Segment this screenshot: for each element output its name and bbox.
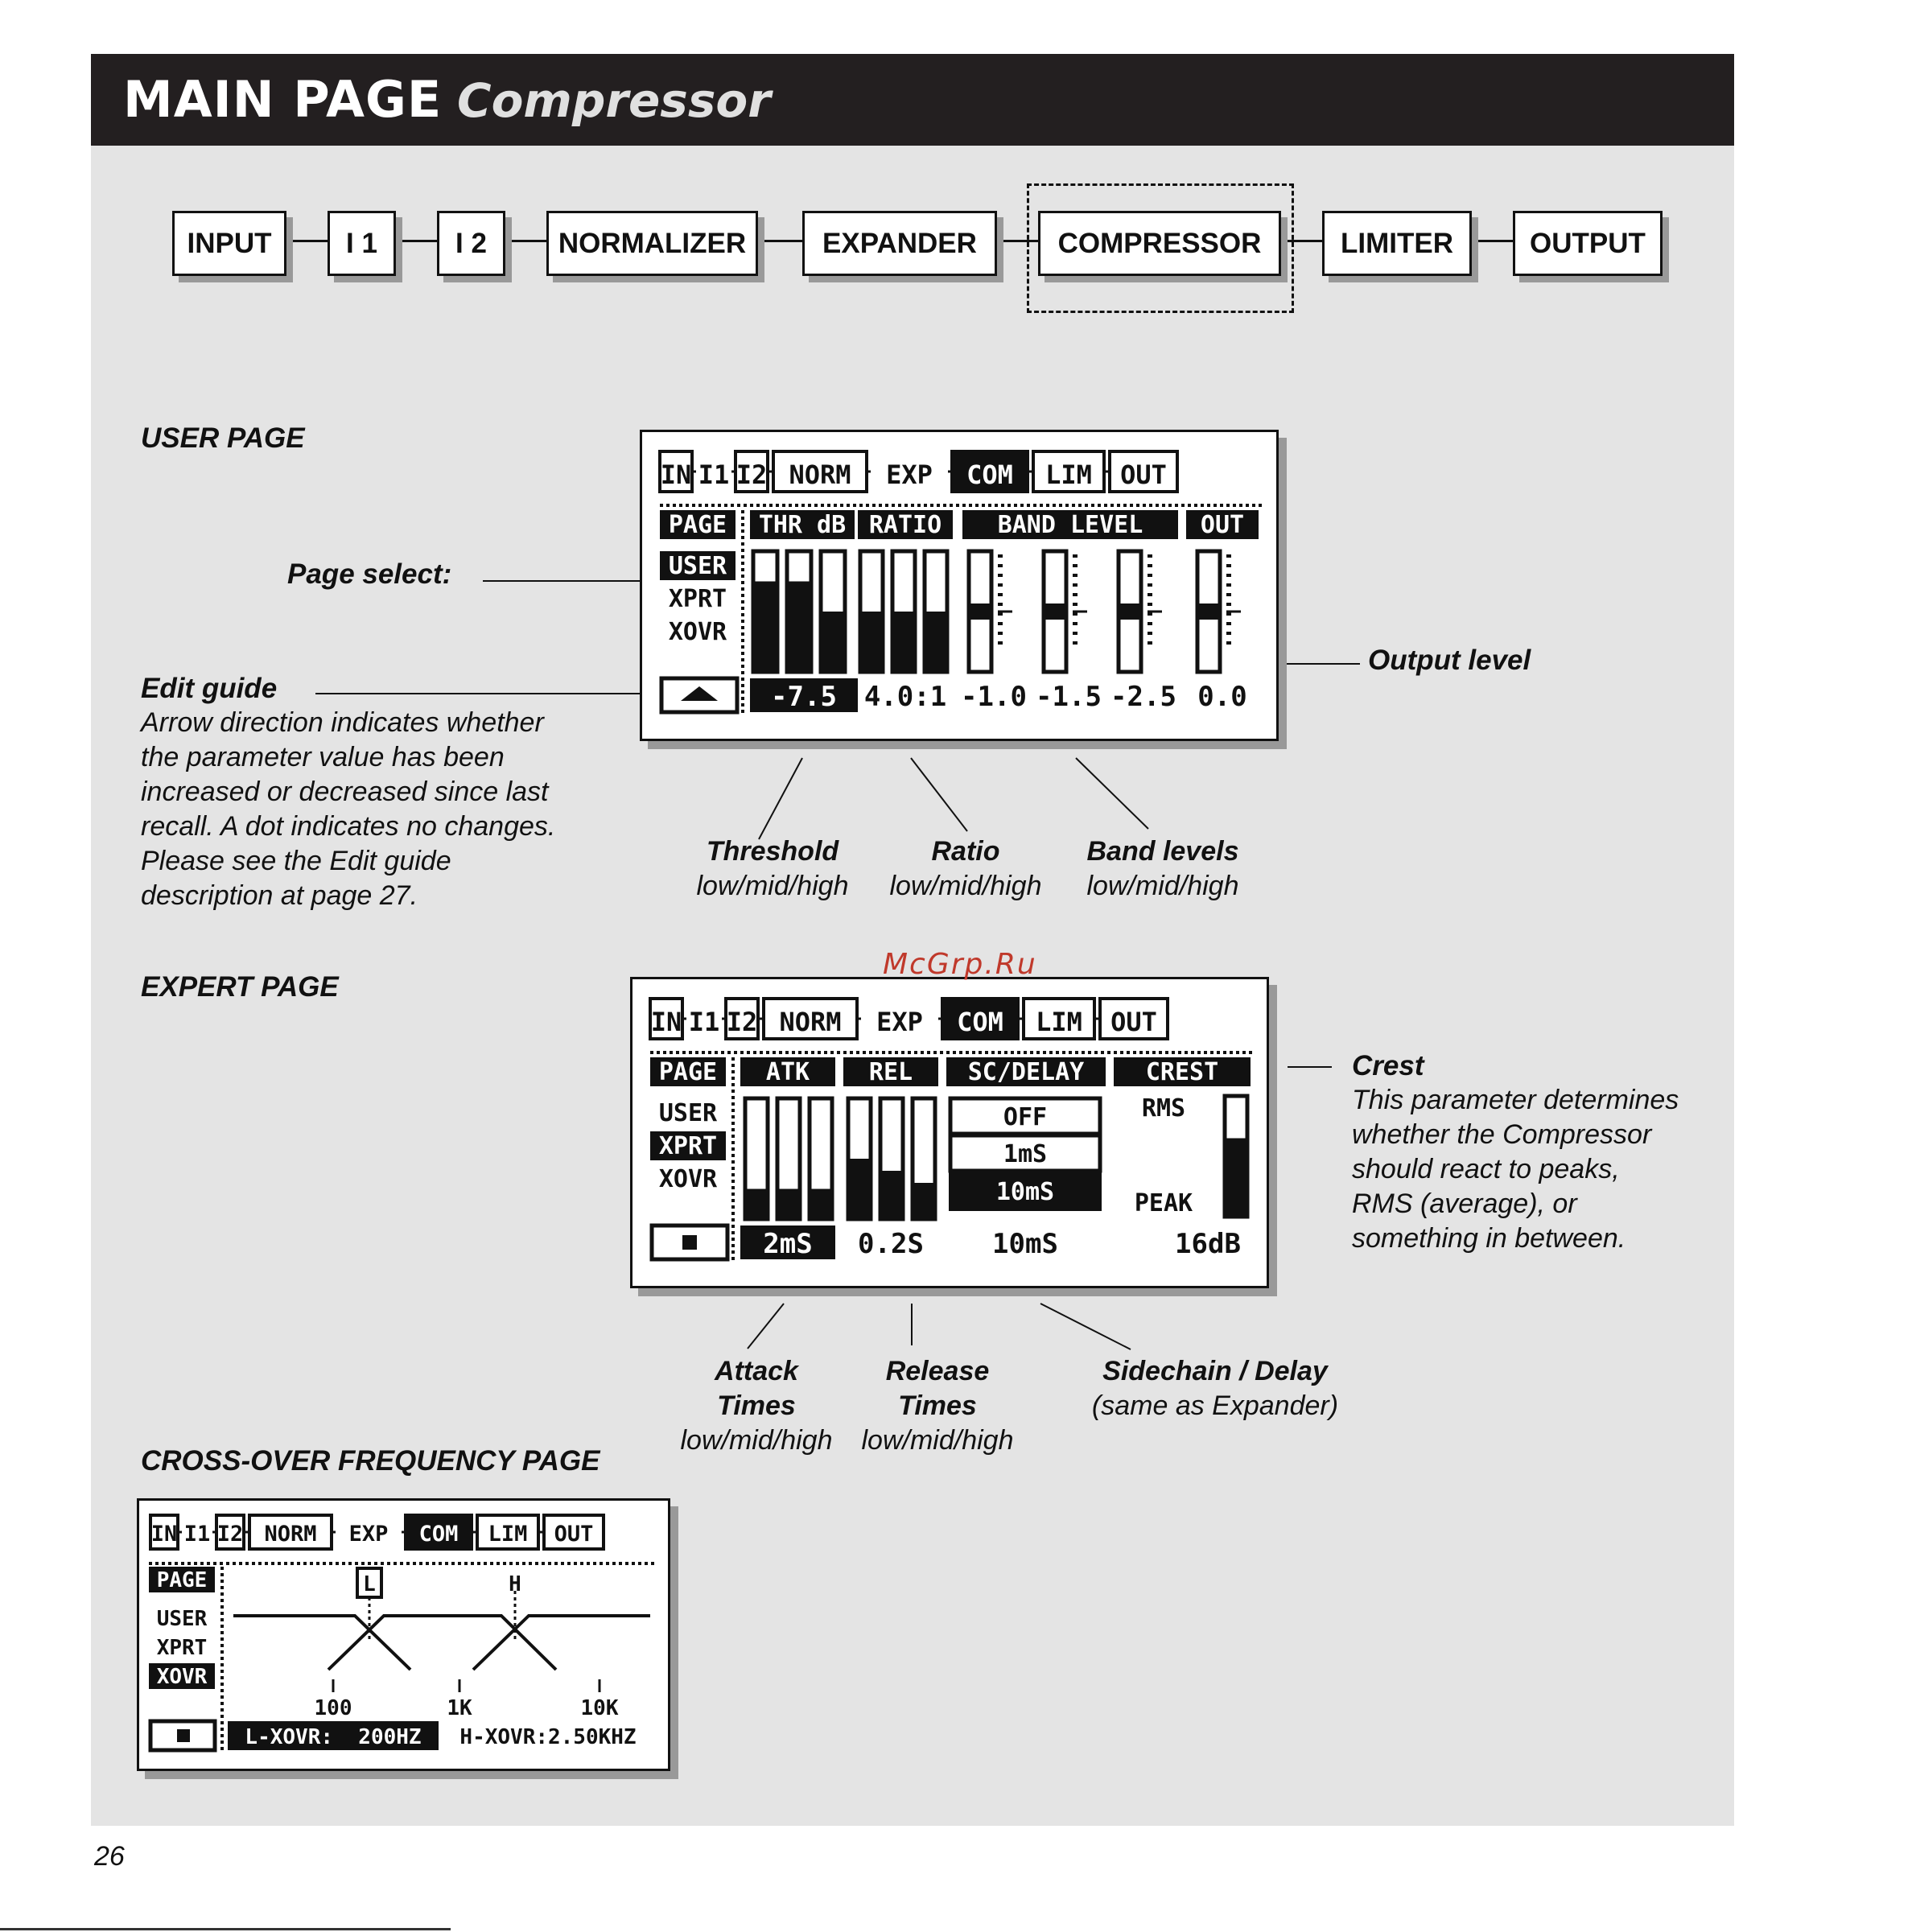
output-level-bar-scale-tick [1226,554,1231,558]
output-level-bar-scale-tick [1226,574,1231,577]
lcd-tab-i2: I2 [726,1007,758,1037]
expert-lcd-screen [632,979,1267,1286]
sc-option-off: OFF [1003,1103,1048,1131]
edit-guide-line: the parameter value has been [141,742,505,772]
ratio-bar-1-fill [892,612,915,672]
xover-page-lcd [137,1498,670,1771]
band-level-bar-1-scale-tick [1073,554,1077,558]
release-bar-0-fill [848,1159,871,1219]
lcd-tab-i2: I2 [216,1522,244,1547]
lcd-tab-com: COM [418,1522,459,1547]
user-page-lcd [640,430,1279,741]
expert-lcd-value-atk: 2mS [763,1228,813,1260]
sidechain-caption-sub: (same as Expander) [1091,1390,1339,1421]
band-level-bar-2-scale-tick [1148,583,1152,587]
user-lcd-page-xovr: XOVR [668,618,727,646]
band-level-bar-2-scale-tick [1148,593,1152,596]
expert-lcd-tab-row [650,997,1168,1040]
l-xovr-value: L-XOVR: 200HZ [245,1725,422,1749]
edit-guide-line: Arrow direction indicates whether [141,707,544,738]
lcd-tab-com: COM [966,459,1013,490]
expert-lcd-header-rel: REL [868,1058,913,1086]
band-level-bar-1-scale-tick [1073,574,1077,577]
attack-caption-sub: low/mid/high [680,1425,833,1456]
threshold-bar-1-fill [787,582,811,673]
expert-lcd-page-user: USER [658,1099,718,1127]
band-level-bar-0-scale-tick [998,632,1003,635]
attack-caption-title-2: Times [717,1390,796,1421]
expert-lcd-header-crest: CREST [1145,1058,1219,1086]
band-level-bar-2-marker [1119,603,1141,620]
user-lcd-value-out: 0.0 [1197,681,1247,713]
crest-note-title: Crest [1352,1050,1424,1081]
band-level-bar-1-scale-tick [1073,603,1077,606]
output-level-bar-scale-tick [1226,593,1231,596]
band-level-bar-1-scale-tick [1073,612,1077,616]
xover-lcd-page-xovr: XOVR [156,1665,208,1689]
crossover-curves [233,1616,650,1670]
edit-guide-line: increased or decreased since last [141,777,549,807]
expert-lcd-page-xovr: XOVR [658,1165,718,1193]
freq-label-10k: 10K [580,1696,619,1720]
threshold-bar-0-fill [753,582,777,673]
band-levels-leader [1076,758,1148,829]
threshold-caption-sub: low/mid/high [696,871,849,901]
user-lcd-value-band-mid: -1.5 [1036,681,1102,713]
high-marker-label: H [509,1572,521,1596]
output-level-bar-scale-tick [1226,583,1231,587]
lcd-tab-i1: I1 [698,459,730,490]
output-level-label: Output level [1368,645,1531,676]
user-lcd-header-band-level: BAND LEVEL [997,511,1143,539]
user-lcd-value-ratio: 4.0:1 [863,681,947,713]
sidechain-leader [1040,1304,1131,1349]
user-lcd-value-band-low: -1.0 [961,681,1027,713]
band-levels-caption-title: Band levels [1086,836,1239,867]
freq-label-100: 100 [314,1696,352,1720]
chain-block-compressor[interactable]: COMPRESSOR [1038,211,1281,276]
lcd-tab-in: IN [650,1007,682,1037]
threshold-leader [759,758,802,839]
edit-guide-line: description at page 27. [141,880,418,911]
high-band-curve [473,1616,650,1670]
band-level-bar-1-scale-tick [1073,641,1077,645]
chain-block-i2[interactable]: I 2 [437,211,505,276]
expert-lcd-page-xprt: XPRT [658,1132,718,1160]
threshold-caption-title: Threshold [706,836,839,867]
crest-peak-label: PEAK [1134,1189,1193,1217]
lcd-tab-in: IN [660,459,692,490]
lcd-tab-exp: EXP [348,1522,389,1547]
band-level-bar-0-scale-tick [998,574,1003,577]
output-level-bar-scale-tick [1226,564,1231,567]
sc-option-10ms: 10mS [995,1178,1055,1206]
lcd-tab-lim: LIM [1045,459,1092,490]
lcd-tab-i2: I2 [735,459,768,490]
lcd-tab-com: COM [957,1007,1003,1037]
band-level-bar-0-marker [969,603,991,620]
band-level-bar-2-scale-tick [1148,641,1152,645]
lcd-tab-out: OUT [554,1522,594,1547]
user-lcd-screen [642,432,1276,739]
user-lcd-bars [753,551,1241,672]
xover-lcd-page-user: USER [156,1607,208,1631]
band-level-bar-2-scale-tick [1148,622,1152,625]
page-select-label: Page select: [287,558,452,590]
user-lcd-page-user: USER [668,552,727,580]
release-bar-2-fill [913,1183,935,1219]
lcd-tab-out: OUT [1120,459,1167,490]
output-level-bar-scale-tick [1226,622,1231,625]
ratio-bar-0-fill [860,612,883,672]
crest-note-line: RMS (average), or [1352,1188,1577,1219]
expert-lcd-header-atk: ATK [765,1058,810,1086]
lcd-tab-out: OUT [1110,1007,1157,1037]
expert-lcd-value-sc: 10mS [992,1228,1058,1260]
band-level-bar-1-scale-tick [1073,564,1077,567]
expert-page-lcd [630,977,1269,1288]
user-lcd-page-xprt: XPRT [668,585,727,613]
band-level-bar-0-scale-tick [998,583,1003,587]
attack-caption-title-1: Attack [715,1356,798,1386]
band-level-bar-0-scale-tick [998,641,1003,645]
release-caption-title-2: Times [898,1390,977,1421]
band-levels-caption-sub: low/mid/high [1086,871,1239,901]
release-caption-title-1: Release [885,1356,990,1386]
crest-bar-fill [1225,1139,1247,1217]
edit-guide-line: recall. A dot indicates no changes. [141,811,556,842]
band-level-bar-2-scale-tick [1148,612,1152,616]
band-level-bar-1-scale-tick [1073,593,1077,596]
watermark: McGrp.Ru [883,948,1037,981]
crest-rms-label: RMS [1141,1094,1186,1123]
band-level-bar-2-scale-tick [1148,574,1152,577]
attack-bar-2-fill [810,1189,832,1220]
user-page-heading: USER PAGE [141,422,305,454]
edit-guide-dot-icon [682,1235,697,1250]
crest-note-line: should react to peaks, [1352,1154,1620,1184]
ratio-leader [911,758,967,831]
xover-lcd-page-label: PAGE [156,1568,208,1592]
release-caption-sub: low/mid/high [861,1425,1014,1456]
band-level-bar-1-scale-tick [1073,583,1077,587]
chain-block-normalizer[interactable]: NORMALIZER [546,211,758,276]
frequency-ticks [333,1679,600,1692]
user-lcd-header-ratio: RATIO [868,511,942,539]
attack-leader [748,1304,784,1349]
band-level-bar-1-scale-tick [1073,622,1077,625]
attack-bar-0-fill [745,1189,768,1220]
page-subtitle: Compressor [457,73,771,128]
expert-lcd-page-label: PAGE [658,1058,718,1086]
xover-page-heading: CROSS-OVER FREQUENCY PAGE [141,1445,600,1477]
band-level-bar-2-scale-tick [1148,603,1152,606]
edit-guide-title: Edit guide [141,673,278,704]
chain-block-i1[interactable]: I 1 [328,211,396,276]
ratio-bar-2-fill [925,612,947,672]
lcd-tab-norm: NORM [264,1522,317,1547]
xover-lcd-page-xprt: XPRT [156,1636,208,1660]
output-level-bar-scale-tick [1226,603,1231,606]
lcd-tab-norm: NORM [779,1007,842,1037]
ratio-caption-sub: low/mid/high [889,871,1042,901]
output-level-bar-marker [1197,603,1220,620]
band-level-bar-0-scale-tick [998,612,1003,616]
sidechain-caption-title: Sidechain / Delay [1102,1356,1328,1386]
crest-note-line: This parameter determines [1352,1085,1679,1115]
sc-option-1ms: 1mS [1003,1140,1048,1168]
band-level-bar-2-scale-tick [1148,564,1152,567]
user-lcd-header-threshold: THR dB [758,511,847,539]
output-level-bar-scale-tick [1226,641,1231,645]
band-level-bar-0-scale-tick [998,564,1003,567]
lcd-tab-exp: EXP [876,1007,923,1037]
user-lcd-page-label: PAGE [668,511,727,539]
user-lcd-header-out: OUT [1200,511,1245,539]
expert-lcd-value-crest: 16dB [1175,1228,1241,1260]
chain-block-expander[interactable]: EXPANDER [802,211,997,276]
band-level-bar-2-scale-tick [1148,554,1152,558]
h-xovr-value: H-XOVR:2.50KHZ [459,1725,637,1749]
threshold-bar-2-fill [821,612,845,672]
band-level-bar-0-scale-tick [998,622,1003,625]
chain-block-input[interactable]: INPUT [172,211,286,276]
crest-note-line: whether the Compressor [1352,1119,1652,1150]
bottom-rule [0,1928,451,1930]
band-level-bar-1-scale-tick [1073,632,1077,635]
band-level-bar-1-marker [1044,603,1066,620]
xover-lcd-screen [139,1501,668,1769]
xover-lcd-tab-row [150,1514,604,1551]
lcd-tab-in: IN [150,1522,178,1547]
lcd-tab-exp: EXP [886,459,933,490]
lcd-tab-lim: LIM [1036,1007,1082,1037]
edit-guide-line: Please see the Edit guide [141,846,451,876]
output-level-bar-scale-tick [1226,612,1231,616]
edit-guide-dot-icon [177,1729,190,1742]
low-band-curve [233,1616,410,1670]
lcd-tab-i1: I1 [688,1007,720,1037]
lcd-tab-i1: I1 [183,1522,211,1547]
user-lcd-value-threshold: -7.5 [771,681,837,713]
lcd-tab-lim: LIM [488,1522,528,1547]
chain-block-output[interactable]: OUTPUT [1513,211,1663,276]
band-level-bar-0-scale-tick [998,554,1003,558]
band-level-bar-2-scale-tick [1148,632,1152,635]
ratio-caption-title: Ratio [931,836,1000,867]
expert-lcd-header-sc-delay: SC/DELAY [967,1058,1085,1086]
user-lcd-tab-row [660,450,1177,493]
band-level-bar-0-scale-tick [998,593,1003,596]
crest-note-line: something in between. [1352,1223,1626,1254]
freq-label-1k: 1K [447,1696,472,1720]
attack-bar-1-fill [777,1189,800,1220]
lcd-tab-norm: NORM [789,459,851,490]
user-lcd-value-band-high: -2.5 [1110,681,1176,713]
band-level-bar-0-scale-tick [998,603,1003,606]
expert-page-heading: EXPERT PAGE [141,971,339,1003]
page-title: MAIN PAGE [123,70,443,129]
release-bar-1-fill [880,1171,903,1219]
output-level-bar-scale-tick [1226,632,1231,635]
chain-block-limiter[interactable]: LIMITER [1322,211,1472,276]
expert-lcd-value-rel: 0.2S [858,1228,924,1260]
page-number: 26 [94,1841,125,1872]
low-marker-label: L [363,1572,376,1596]
